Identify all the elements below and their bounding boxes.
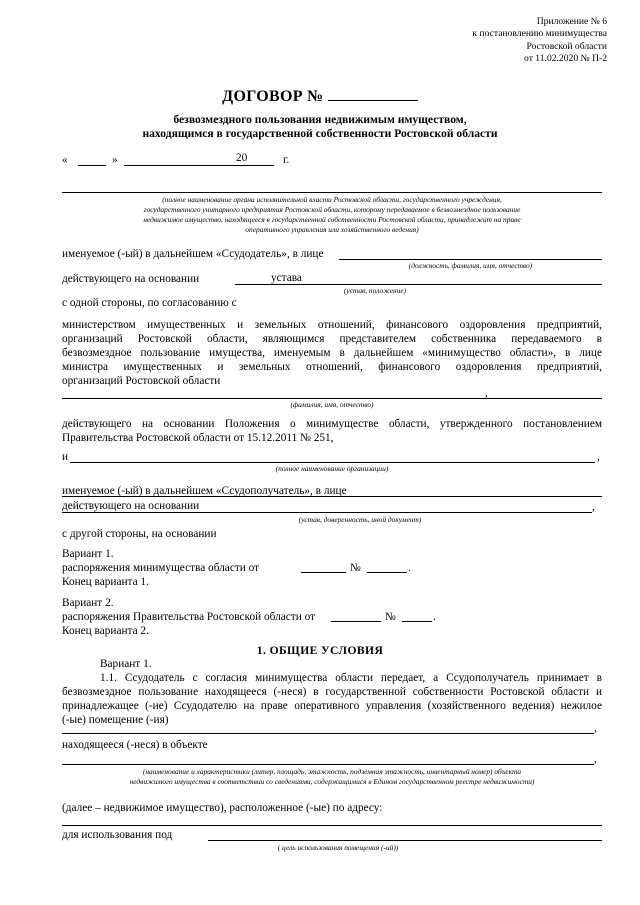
basis-hint: (устав, положение): [343, 286, 407, 295]
ministry-comma: ,: [485, 387, 488, 399]
paragraph-line: организаций Ростовской области, являющимся представителем собственника передаваемого в: [62, 333, 602, 345]
end-variant1: Конец варианта 1.: [62, 576, 149, 588]
named-borrower-text: именуемое (-ый) в дальнейшем «Ссудополучатель», в лице: [62, 485, 347, 497]
order-min-text: распоряжения минимущества области от: [62, 562, 260, 574]
acting-basis2-text: действующего на основании: [62, 500, 200, 512]
date-month-field[interactable]: [124, 165, 274, 166]
paragraph-line: Правительства Ростовской области от 15.12.2011 № 251,: [62, 432, 334, 444]
end-variant2: Конец варианта 2.: [62, 625, 149, 637]
paragraph-line: организаций Ростовской области: [62, 375, 221, 387]
subtitle-line: находящимся в государственной собственности Ростовской области: [142, 127, 498, 140]
fio-hint: (фамилия, имя, отчество): [290, 400, 374, 409]
order-gov-no: №: [385, 611, 396, 623]
section1-paragraph: [62, 671, 602, 727]
lender-org-hint: [62, 195, 602, 235]
order-gov-end: .: [433, 611, 436, 623]
variant1-label: Вариант 1.: [62, 548, 114, 560]
acting-basis-text: действующего на основании: [62, 273, 200, 285]
order-min-end: .: [408, 562, 411, 574]
hereafter-text: (далее – недвижимое имущество), расположенное (-ые) по адресу:: [62, 802, 383, 814]
doc-basis-hint: (устав, доверенность, иной документ): [298, 515, 422, 524]
borrower-comma: ,: [597, 451, 600, 463]
borrower-representative-field[interactable]: [62, 496, 602, 497]
paragraph-line: действующего на основании Положения о минимуществе области, утвержденного постановлением: [62, 418, 602, 430]
ministry-paragraph: [62, 318, 602, 388]
annex-line: Ростовской области: [526, 40, 607, 52]
contract-number-field[interactable]: [328, 86, 418, 101]
hint-line: недвижимого имущества в соответствии со сведениями, содержащимися в Едином государственном реестре недвижимости): [129, 777, 535, 786]
paragraph-line: 1.1. Ссудодатель с согласия минимущества области передает, а Ссудополучатель принимает в: [100, 672, 602, 684]
title-text: ДОГОВОР №: [222, 88, 324, 105]
hint-line: государственного унитарного предприятия Ростовской области, которому передаваемое в безвозмездное пользование: [143, 205, 521, 214]
paragraph-line: (-ые) помещение (-ия): [62, 714, 169, 726]
order-min-date-field[interactable]: [301, 572, 346, 573]
address-field[interactable]: [62, 825, 602, 826]
date-year-prefix: 20: [236, 152, 248, 164]
subtitle-line: безвозмездного пользования недвижимым имуществом,: [173, 113, 467, 126]
date-year-suffix: г.: [283, 154, 290, 166]
position-hint: (должность, фамилия, имя, отчество): [408, 261, 533, 270]
purpose-hint: ( цель использования помещения (-ий)): [277, 843, 399, 852]
purpose-field[interactable]: [208, 840, 602, 841]
annex-line: от 11.02.2020 № П-2: [524, 52, 607, 64]
order-gov-number-field[interactable]: [402, 621, 432, 622]
other-side-text: с другой стороны, на основании: [62, 528, 217, 540]
one-side-text: с одной стороны, по согласованию с: [62, 297, 237, 309]
minister-name-field[interactable]: [62, 398, 602, 399]
lender-org-field[interactable]: [62, 192, 602, 193]
document-title: [0, 86, 640, 106]
order-min-number-field[interactable]: [367, 572, 407, 573]
premises-field[interactable]: [62, 733, 594, 734]
order-gov-text: распоряжения Правительства Ростовской области от: [62, 611, 316, 623]
located-in-text: находящееся (-неся) в объекте: [62, 739, 208, 751]
object-field[interactable]: [62, 764, 594, 765]
date-close-quote: »: [112, 154, 118, 166]
borrower-org-field[interactable]: [70, 462, 595, 463]
paragraph-line: безвозмездное пользование находящееся (-неся) в государственной собственности Ростовской области и: [62, 686, 602, 698]
named-lender-text: именуемое (-ый) в дальнейшем «Ссудодатель», в лице: [62, 248, 324, 260]
annex-line: к постановлению минимущества: [472, 28, 607, 40]
annex-block: [472, 16, 607, 65]
org-full-hint: (полное наименование организации): [275, 464, 389, 473]
section-heading: 1. ОБЩИЕ УСЛОВИЯ: [256, 644, 384, 657]
document-subtitle: [0, 113, 640, 141]
order-gov-date-field[interactable]: [331, 621, 381, 622]
object-hint: [62, 767, 602, 787]
variant2-label: Вариант 2.: [62, 597, 114, 609]
regulation-paragraph: [62, 417, 602, 445]
premises-comma: ,: [594, 722, 597, 734]
paragraph-line: безвозмездное пользование имущества, именуемым в дальнейшем «минимущество области», в лице: [62, 347, 602, 359]
annex-line: Приложение № 6: [536, 16, 607, 27]
basis2-comma: ,: [592, 501, 595, 513]
paragraph-line: министра имущественных и земельных отношений, финансового оздоровления предприятий,: [62, 361, 602, 373]
date-day-field[interactable]: [78, 165, 106, 166]
hint-line: (полное наименование органа исполнительной власти Ростовской области, государственного учреждения,: [162, 195, 502, 204]
paragraph-line: принадлежащее (-ие) Ссудодателю на праве оперативного управления (хозяйственного ведения) нежилое: [62, 700, 602, 712]
date-open-quote: «: [62, 154, 68, 166]
and-text: и: [62, 451, 69, 463]
for-use-text: для использования под: [62, 829, 173, 841]
acting-basis-value: устава: [271, 272, 302, 284]
hint-line: недвижимое имущество, находящееся в государственной собственности Ростовской области, принадлежит на праве: [143, 215, 521, 224]
object-comma: ,: [594, 753, 597, 765]
borrower-basis-field[interactable]: [62, 512, 592, 513]
hint-line: (наименование и характеристики (литер, площадь, этажность, подземная этажность, инвентарный номер) объекта: [142, 767, 522, 776]
order-min-no: №: [350, 562, 361, 574]
paragraph-line: министерством имущественных и земельных отношений, финансового оздоровления предприятий,: [62, 319, 602, 331]
hint-line: оперативного управления или хозяйственного ведения): [245, 225, 419, 234]
lender-representative-field[interactable]: [339, 259, 602, 260]
section1-variant1: Вариант 1.: [100, 658, 152, 670]
